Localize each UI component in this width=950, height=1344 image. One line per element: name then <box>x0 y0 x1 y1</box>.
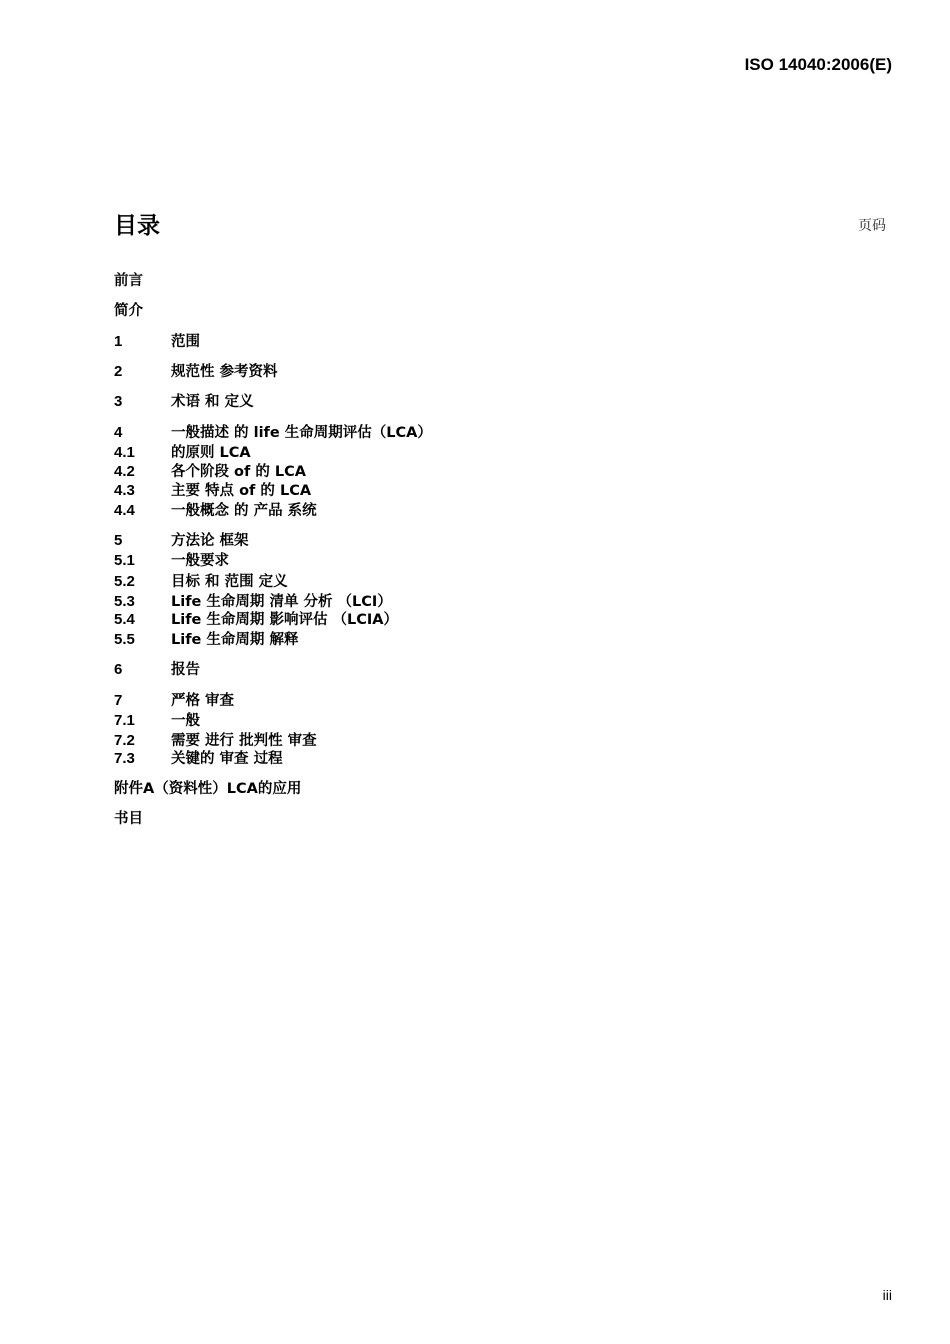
toc-entry-number: 6 <box>114 661 123 678</box>
toc-entry-number: 4.2 <box>114 463 135 480</box>
toc-entry-number: 4.3 <box>114 482 135 499</box>
toc-entry-text: 规范性 参考资料 <box>171 364 278 380</box>
toc-entry-number: 4.1 <box>114 444 135 461</box>
toc-entry-number: 2 <box>114 363 123 380</box>
toc-entry-number: 5.5 <box>114 631 135 648</box>
toc-entry-text: Life 生命周期 解释 <box>171 632 299 648</box>
toc-entry-number: 5.4 <box>114 611 135 628</box>
toc-entry-number: 7.1 <box>114 712 135 729</box>
toc-entry-text: 范围 <box>171 334 200 350</box>
toc-entry-number: 3 <box>114 393 123 410</box>
toc-entry-text: 前言 <box>114 273 143 289</box>
toc-entry-text: 书目 <box>114 811 143 827</box>
toc-entry-text: 简介 <box>114 303 143 319</box>
toc-entry-text: 的原则 LCA <box>171 445 251 461</box>
toc-entry-text: 严格 审查 <box>171 693 235 709</box>
toc-entry-text: 需要 进行 批判性 审查 <box>171 733 317 749</box>
toc-entry-text: 主要 特点 of 的 LCA <box>171 483 312 499</box>
toc-entry-text: 术语 和 定义 <box>171 394 254 410</box>
toc-entry-number: 5.2 <box>114 573 135 590</box>
toc-entry-number: 5.3 <box>114 593 135 610</box>
toc-entry-text: 一般要求 <box>171 553 229 569</box>
toc-entry-text: 目标 和 范围 定义 <box>171 574 288 590</box>
page-column-label: 页码 <box>858 218 886 234</box>
toc-entry-text: 附件A（资料性）LCA的应用 <box>114 781 302 797</box>
toc-entry-text: 各个阶段 of 的 LCA <box>171 464 307 480</box>
page-number: iii <box>882 1287 892 1303</box>
toc-entry-number: 5.1 <box>114 552 135 569</box>
toc-entry-text: 一般 <box>171 713 200 729</box>
document-code: ISO 14040:2006(E) <box>744 55 892 74</box>
toc-entry-number: 4.4 <box>114 502 135 519</box>
toc-title: 目录 <box>114 213 160 239</box>
toc-entry-number: 7 <box>114 692 123 709</box>
toc-entry-text: 一般概念 的 产品 系统 <box>171 503 317 519</box>
toc-entry-number: 7.2 <box>114 732 135 749</box>
toc-entry-text: Life 生命周期 清单 分析 （LCI） <box>171 594 392 610</box>
toc-entry-number: 1 <box>114 333 123 350</box>
toc-entry-text: 一般描述 的 life 生命周期评估（LCA） <box>171 425 432 441</box>
toc-entry-number: 4 <box>114 424 123 441</box>
toc-entry-number: 7.3 <box>114 750 135 767</box>
toc-entry-text: 方法论 框架 <box>171 533 249 549</box>
toc-entry-text: 报告 <box>171 662 200 678</box>
toc-entry-text: Life 生命周期 影响评估 （LCIA） <box>171 612 398 628</box>
toc-entry-number: 5 <box>114 532 123 549</box>
toc-entry-text: 关键的 审查 过程 <box>171 751 283 767</box>
